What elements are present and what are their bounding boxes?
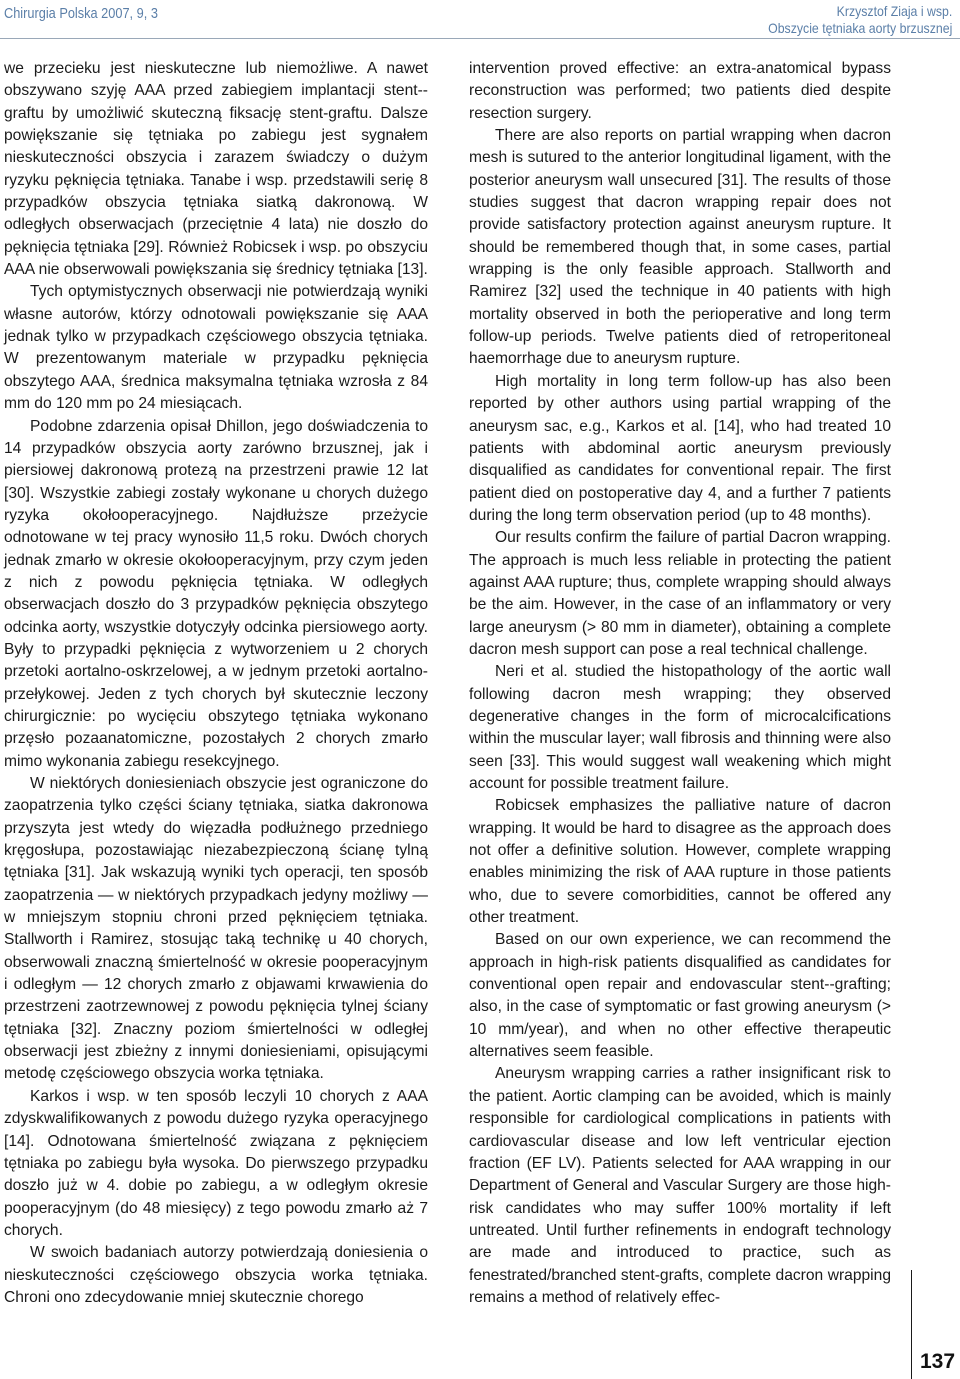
paragraph: Based on our own experience, we can recommend the approach in high-risk patients disqualified as candidates for conventional open repair and endovascular stent--grafting; also, in the case of symptomatic or fast growing aneurysm (> 10 mm/year), and when no other effective therapeutic alternatives seem feasible. (469, 931, 891, 1061)
paragraph: Robicsek emphasizes the palliative nature of dacron wrapping. It would be hard to disagree as the approach does not offer a definitive solution. However, complete wrapping enables minimizing the risk of AAA rupture in those patients who, due to severe comorbidities, cannot be offered any other treatment. (469, 797, 891, 927)
page-number-rule (911, 1270, 912, 1379)
paragraph: Karkos i wsp. w ten sposób leczyli 10 chorych z AAA zdyskwalifikowanych z powodu dużego ryzyka operacyjnego [14]. Odnotowana śmiertelność związana z pęknięciem tętniaka po zabiegu była wysoka. Do pierwszego przypadku doszło już w 4. dobie po zabiegu, a w odległym okresie pooperacyjnym (do 48 miesięcy) z tego powodu zmarło aż 7 chorych. (4, 1087, 428, 1239)
paragraph: W niektórych doniesieniach obszycie jest ograniczone do zaopatrzenia tylko części ściany tętniaka, siatka dakronowa przyszyta jest wtedy do więzadła podłużnego przedniego kręgosłupa, pozostawiając niezabezpieczoną ścianę tylną tętniaka [31]. Jak wskazują wyniki tych operacji, ten sposób zaopatrzenia — w niektórych przypadkach jedyny możliwy — w mniejszym stopniu chroni przed pęknięciem tętniaka. Stallworth i Ramirez, stosując taką technikę u 40 chorych, obserwowali znaczną śmiertelność w okresie pooperacyjnym i odległym — 12 chorych zmarło z objawami krwawienia do przestrzeni zaotrzewnowej z powodu pęknięcia tylnej ściany tętniaka [32]. Znaczny poziom śmiertelności w odległej obserwacji jest zbieżny z innymi doniesieniami, opisującymi metodę częściowego obszycia worka tętniaka. (4, 775, 428, 1083)
header-authors: Krzysztof Ziaja i wsp. (836, 3, 952, 19)
paragraph: Aneurysm wrapping carries a rather insignificant risk to the patient. Aortic clamping can be avoided, which is mainly responsible for cardiological complications in patients with cardiovascular disease and low left ventricular ejection fraction (EF LV). Patients selected for AAA wrapping in our Department of General and Vascular Surgery are those high-risk candidates who may suffer 100% mortality if left untreated. Until further refinements in endograft technology are made and introduced to practice, such as fenestrated/branched stent-grafts, complete dacron wrapping remains a method of relatively effec- (469, 1065, 891, 1306)
paragraph: There are also reports on partial wrapping when dacron mesh is sutured to the anterior longitudinal ligament, with the posterior aneurysm wall unsecured [31]. The results of those studies suggest that dacron wrapping repair does not provide satisfactory protection against aneurysm rupture. It should be remembered though that, in some cases, partial wrapping is the only feasible approach. Stallworth and Ramirez [32] used the technique in 40 patients with high mortality observed in both the perioperative and long term follow-up periods. Twelve patients died of retroperitoneal haemorrhage due to aneurysm rupture. (469, 127, 891, 368)
paragraph: we przecieku jest nieskuteczne lub niemożliwe. A nawet obszywano szyję AAA przed zabiegiem implantacji stent--graftu by umożliwić skuteczną fiksację stent-graftu. Dalsze powiększanie się tętniaka po zabiegu jest sygnałem nieskuteczności obszycia i zarazem świadczy o dużym ryzyku pęknięcia tętniaka. Tanabe i wsp. przedstawili serię 8 przypadków obszycia tętniaka siatką dakronową. W odległych obserwacjach (przeciętnie 4 lata) nie doszło do pęknięcia tętniaka [29]. Również Robicsek i wsp. po obszyciu AAA nie obserwowali powiększania się średnicy tętniaka [13]. (4, 60, 428, 279)
page-number: 137 (920, 1350, 956, 1373)
paragraph: Podobne zdarzenia opisał Dhillon, jego doświadczenia to 14 przypadków obszycia aorty zarówno brzusznej, jak i piersiowej dakronową protezą na przestrzeni prawie 12 lat [30]. Wszystkie zabiegi zostały wykonane u chorych dużego ryzyka okołooperacyjnego. Najdłuższe przeżycie odnotowane w tej pracy wynosiło 11,5 roku. Dwóch chorych jednak zmarło w okresie okołooperacyjnym, przy czym jeden z nich z powodu pęknięcia tętniaka. W odległych obserwacjach doszło do 3 przypadków pęknięcia obszytego odcinka aorty, wszystkie dotyczyły odcinka piersiowego aorty. Były to przypadki pęknięcia z wytworzeniem u 2 chorych przetoki aortalno-oskrzelowej, a w jednym przetoki aortalno-przełykowej. Jeden z tych chorych był skutecznie leczony chirurgicznie: po wycięciu obszytego tętniaka wykonano przęsło pozaanatomiczne, pozostałych 2 chorych zmarło mimo wykonania zabiegu resekcyjnego. (4, 417, 428, 770)
paragraph: intervention proved effective: an extra-anatomical bypass reconstruction was performed; two patients died despite resection surgery. (469, 60, 891, 122)
header-title: Obszycie tętniaka aorty brzusznej (767, 20, 952, 36)
left-column (4, 58, 428, 1309)
right-column (469, 58, 891, 1309)
paragraph: Tych optymistycznych obserwacji nie potwierdzają wyniki własne autorów, którzy odnotowali powiększanie się AAA jednak tylko w przypadkach częściowego obszycia tętniaka. W prezentowanym materiale w przypadku pęknięcia obszytego AAA, średnica maksymalna tętniaka wzrosła z 84 mm do 120 mm po 24 miesiącach. (4, 283, 428, 413)
running-header (768, 3, 952, 37)
paragraph: W swoich badaniach autorzy potwierdzają doniesienia o nieskuteczności częściowego obszycia worka tętniaka. Chroni ono zdecydowanie mniej skutecznie chorego (4, 1244, 428, 1306)
paragraph: Neri et al. studied the histopathology of the aortic wall following dacron mesh wrapping; they observed degenerative changes in the form of microcalcifications within the muscular layer; wall fibrosis and thinning were also seen [33]. This would suggest wall weakening which might account for possible treatment failure. (469, 663, 891, 792)
paragraph: High mortality in long term follow-up has also been reported by other authors using partial wrapping of the aneurysm sac, e.g., Karkos et al. [14], who had treated 10 patients with abdominal aortic aneurysm previously disqualified as candidates for conventional repair. The first patient died on postoperative day 4, and a further 7 patients during the long term observation period (up to 48 months). (469, 372, 891, 524)
paragraph: Our results confirm the failure of partial Dacron wrapping. The approach is much less reliable in protecting the patient against AAA rupture; thus, complete wrapping should always be the aim. However, in the case of an inflammatory or very large aneurysm (> 80 mm in diameter), obtaining a complete dacron mesh support can pose a real technical challenge. (469, 529, 891, 658)
header-rule (0, 38, 960, 39)
journal-header: Chirurgia Polska 2007, 9, 3 (4, 6, 158, 22)
